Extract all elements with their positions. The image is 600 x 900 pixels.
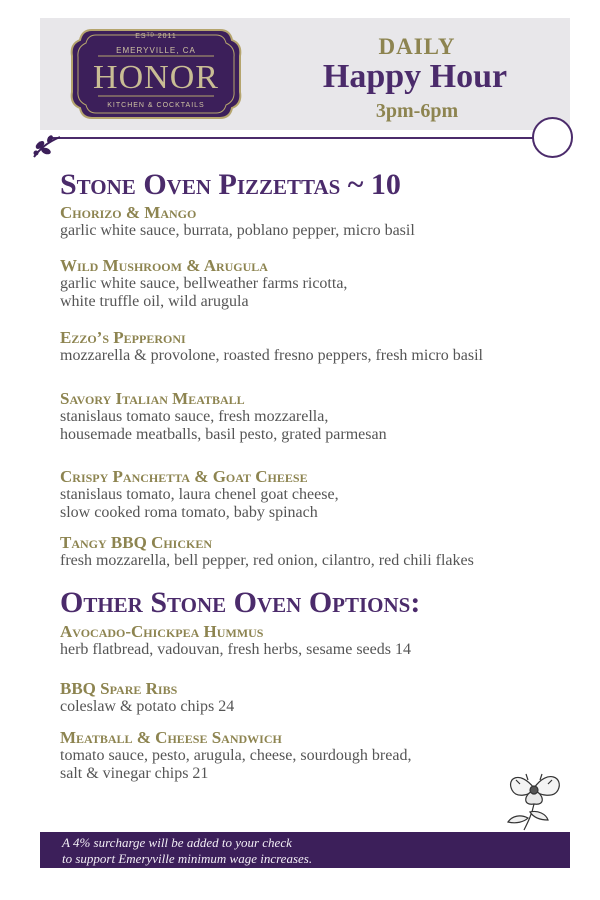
menu-item-description: coleslaw & potato chips 24 (60, 698, 235, 715)
surcharge-line-2: to support Emeryville minimum wage increases. (62, 851, 313, 866)
sprig-icon (30, 127, 64, 161)
menu-item (60, 328, 560, 365)
divider-rule (48, 137, 534, 139)
menu-item (60, 467, 560, 522)
menu-item-description: mozzarella & provolone, roasted fresno peppers, fresh micro basil (60, 347, 483, 364)
menu-item-name: Crispy Panchetta & Goat Cheese (60, 467, 308, 486)
menu-item-description: tomato sauce, pesto, arugula, cheese, sourdough bread, salt & vinegar chips 21 (60, 747, 412, 782)
menu-item (60, 256, 560, 311)
honor-logo (70, 26, 242, 122)
menu-item-name: Avocado-Chickpea Hummus (60, 622, 264, 641)
divider-circle (532, 117, 573, 158)
menu-item-name: BBQ Spare Ribs (60, 679, 178, 698)
menu-item (60, 679, 560, 716)
menu-item-description: stanislaus tomato sauce, fresh mozzarella, housemade meatballs, basil pesto, grated parmesan (60, 408, 387, 443)
menu-item-name: Wild Mushroom & Arugula (60, 256, 268, 275)
logo-name: HONOR (93, 59, 219, 96)
logo-city: EMERYVILLE, CA (116, 46, 196, 55)
logo-established: ESᵀᴰ 2011 (135, 33, 177, 40)
title-happy-hour: Happy Hour (322, 58, 508, 95)
menu-item-name: Ezzo’s Pepperoni (60, 328, 186, 347)
menu-item-description: fresh mozzarella, bell pepper, red onion, cilantro, red chili flakes (60, 552, 474, 569)
menu-item-description: garlic white sauce, bellweather farms ricotta, white truffle oil, wild arugula (60, 275, 348, 310)
section-title-pizzettas: Stone Oven Pizzettas ~ 10 (60, 168, 401, 201)
menu-item (60, 622, 560, 659)
menu-item-description: herb flatbread, vadouvan, fresh herbs, sesame seeds 14 (60, 641, 411, 658)
menu-item-description: stanislaus tomato, laura chenel goat cheese, slow cooked roma tomato, baby spinach (60, 486, 339, 521)
surcharge-banner (40, 832, 570, 868)
menu-item-name: Chorizo & Mango (60, 203, 197, 222)
poppy-flower-icon (498, 760, 570, 832)
menu-item (60, 533, 560, 570)
menu-item-name: Meatball & Cheese Sandwich (60, 728, 282, 747)
title-daily: DAILY (378, 34, 456, 59)
surcharge-line-1: A 4% surcharge will be added to your check (62, 835, 292, 850)
menu-item (60, 389, 560, 444)
menu-item (60, 203, 560, 240)
title-time: 3pm-6pm (375, 100, 459, 122)
menu-item-name: Tangy BBQ Chicken (60, 533, 213, 552)
section-title-other: Other Stone Oven Options: (60, 586, 421, 619)
menu-item-description: garlic white sauce, burrata, poblano pepper, micro basil (60, 222, 415, 239)
logo-subtitle: KITCHEN & COCKTAILS (107, 102, 205, 109)
menu-item (60, 728, 560, 783)
menu-item-name: Savory Italian Meatball (60, 389, 245, 408)
